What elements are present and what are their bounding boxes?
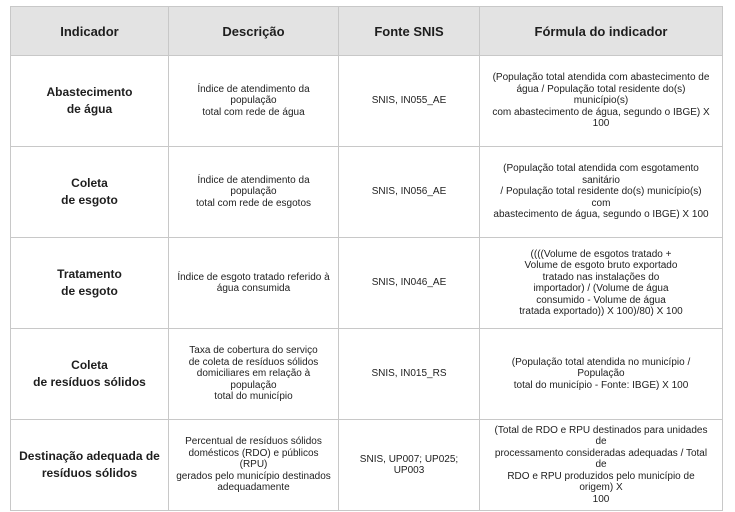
header-row — [11, 7, 723, 56]
indicator-name: Coleta de resíduos sólidos — [11, 329, 169, 420]
indicator-description: Índice de atendimento da população total com rede de esgotos — [169, 147, 339, 238]
indicator-source: SNIS, IN056_AE — [339, 147, 480, 238]
indicator-source: SNIS, IN046_AE — [339, 238, 480, 329]
indicator-description: Índice de atendimento da população total com rede de água — [169, 56, 339, 147]
indicator-description: Percentual de resíduos sólidos domésticos (RDO) e públicos (RPU) gerados pelo município destinados adequadamente — [169, 420, 339, 511]
indicator-description: Taxa de cobertura do serviço de coleta de resíduos sólidos domiciliares em relação à população total do município — [169, 329, 339, 420]
table-row — [11, 329, 723, 420]
indicator-description: Índice de esgoto tratado referido à água consumida — [169, 238, 339, 329]
table-row — [11, 147, 723, 238]
indicator-name: Coleta de esgoto — [11, 147, 169, 238]
header-formula: Fórmula do indicador — [480, 7, 723, 56]
indicator-source: SNIS, UP007; UP025; UP003 — [339, 420, 480, 511]
indicator-name: Abastecimento de água — [11, 56, 169, 147]
indicator-formula: (População total atendida no município / População total do município - Fonte: IBGE) X 100 — [480, 329, 723, 420]
indicator-formula: (População total atendida com abastecimento de água / População total residente do(s) município(s) com abastecimento de água, segundo o IBGE) X 100 — [480, 56, 723, 147]
indicator-source: SNIS, IN015_RS — [339, 329, 480, 420]
indicator-name: Destinação adequada de resíduos sólidos — [11, 420, 169, 511]
indicators-table — [10, 6, 723, 511]
table-body — [11, 56, 723, 511]
header-descricao: Descrição — [169, 7, 339, 56]
indicator-name: Tratamento de esgoto — [11, 238, 169, 329]
indicator-source: SNIS, IN055_AE — [339, 56, 480, 147]
table-row — [11, 238, 723, 329]
header-fonte: Fonte SNIS — [339, 7, 480, 56]
header-indicador: Indicador — [11, 7, 169, 56]
table-row — [11, 56, 723, 147]
table-row — [11, 420, 723, 511]
indicator-formula: (Total de RDO e RPU destinados para unidades de processamento consideradas adequadas / Total de RDO e RPU produzidos pelo município de origem) X 100 — [480, 420, 723, 511]
indicator-formula: (População total atendida com esgotamento sanitário / População total residente do(s) município(s) com abastecimento de água, segundo o IBGE) X 100 — [480, 147, 723, 238]
indicator-formula: ((((Volume de esgotos tratado + Volume de esgoto bruto exportado tratado nas instalações do importador) / (Volume de água consumido - Volume de água tratada exportado)) X 100)/80) X 100 — [480, 238, 723, 329]
table-header — [11, 7, 723, 56]
